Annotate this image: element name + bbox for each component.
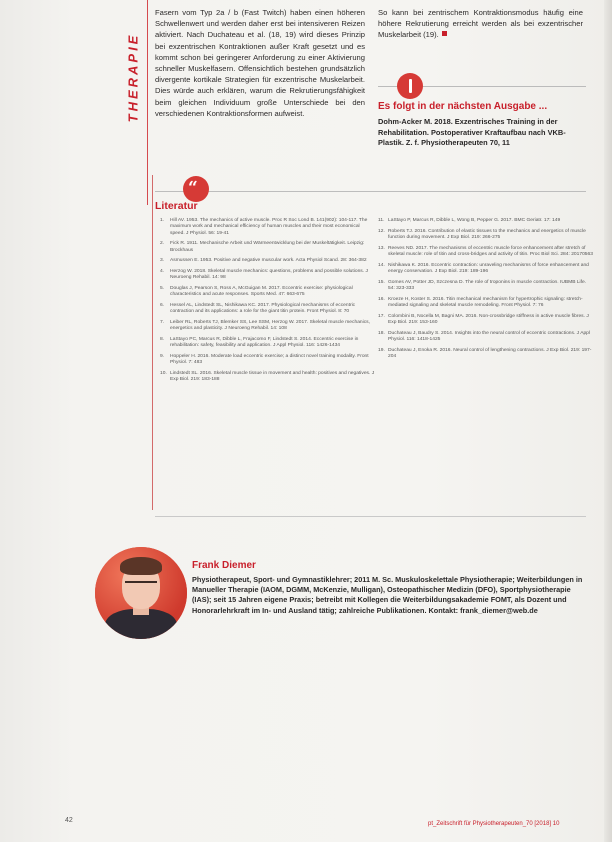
author-photo — [95, 547, 187, 639]
reference-item: 5. Douglas J, Pearson S, Ross A, McGuigan M. 2017. Eccentric exercise: physiological characteristics and acute responses. Sports Med. 47: 663-675 — [160, 286, 353, 298]
author-name: Frank Diemer — [192, 560, 256, 571]
literature-title: Literatur — [155, 200, 198, 212]
reference-item: 19. Duchateau J, Enoka R. 2016. Neural control of lengthening contractions. J Exp Biol. 219: 197-204 — [378, 347, 592, 359]
reference-list-right — [378, 218, 593, 365]
section-label-text: THERAPIE — [125, 32, 141, 123]
reference-item: 16. Kroeze H, Koster S. 2016. Titin mechanical mechanism for hypertrophic signaling: stretch-mediated signaling and skeletal muscle remodeling. Front Physiol. 7: 76 — [378, 296, 583, 308]
section-divider-line — [147, 0, 148, 205]
reference-item: 8. LaStayo PC, Marcus R, Dibble L, Frajacomo F, Lindstedt S. 2014. Eccentric exercise in rehabilitation: safety, feasibility and application. J Appl Physiol. 116: 1426-1434 — [160, 337, 359, 349]
literature-bottom-rule — [155, 516, 586, 517]
reference-list-left — [160, 218, 375, 388]
next-issue-text: Dohm-Acker M. 2018. Exzentrisches Training in der Rehabilitation. Postoperativer Kraftaufbau nach VKB-Plastik. Z. f. Physiotherapeuten 70, 11 — [378, 117, 566, 148]
literature-side-line — [152, 175, 153, 510]
reference-item: 3. Asmussen E. 1953. Positive and negative muscular work. Acta Physiol Scand. 28: 364-382 — [160, 258, 367, 264]
body-column-right — [378, 7, 583, 41]
reference-item: 18. Duchateau J, Baudry S. 2014. Insights into the neural control of eccentric contractions. J Appl Physiol. 116: 1418-1425 — [378, 330, 590, 342]
page-edge-shadow — [604, 0, 612, 842]
reference-item: 7. Leiber RL, Roberts TJ, Blemker SS, Lee SSM, Herzog W. 2017. Skeletal muscle mechanics, energetics and plasticity. J Neuroeng Rehabil. 14: 108 — [160, 320, 370, 332]
literature-top-rule — [155, 191, 586, 192]
reference-item: 10. Lindstedt SL. 2016. Skeletal muscle tissue in movement and health: positives and negatives. J Exp Biol. 219: 183-188 — [160, 371, 375, 383]
reference-item: 9. Hoppeler H. 2016. Moderate load eccentric exercise; a distinct novel training modality. Front Physiol. 7: 483 — [160, 354, 369, 366]
reference-item: 2. Fick R. 1911. Mechanische Arbeit und Wärmeentwicklung bei der Muskeltätigkeit. Leipzig: Brockhaus — [160, 241, 365, 253]
reference-item: 1. Hill AV. 1953. The mechanics of active muscle. Proc R Soc Lond B. 141(902): 104-117. The maximum work and mechanical efficiency of human muscles and their most economical speed. J Physiol. 56: 19-41 — [160, 218, 368, 236]
journal-footer: pt_Zeitschrift für Physiotherapeuten_70 [2018] 10 — [428, 821, 560, 827]
body-text-left: Fasern vom Typ 2a / b (Fast Twitch) haben einen höheren Schwellenwert und werden daher erst bei intensiveren Reizen aktiviert. Nach Duchateau et al. (18, 19) wird dieses Prinzip bei exzentrischen Kontraktionen außer Kraft gesetzt und es kommt schon bei geringerer Anforderung zu einer Aktivierung schneller Muskelfasern. Offensichtlich bestehen grundsätzlich divergente kortikale Strategien für exzentrische Muskelarbeit. Dies würde auch erklären, warum die Rekrutierungsfähigkeit beim gleichen Individuum große Unterschiede bei den verschiedenen Kontraktionsformen aufweist. — [155, 8, 365, 118]
reference-item: 11. LaStayo P, Marcus R, Dibble L, Wong B, Pepper G. 2017. BMC Geriatr. 17: 149 — [378, 218, 561, 223]
page-number: 42 — [65, 817, 73, 824]
next-issue-heading: Es folgt in der nächsten Ausgabe ... — [378, 101, 548, 112]
body-column-left — [155, 7, 365, 119]
reference-item: 15. Gomes AV, Potter JD, Szczesna D. The role of troponins in muscle contraction. IUBMB Life. 54: 323-333 — [378, 279, 587, 291]
reference-item: 13. Reeves ND. 2017. The mechanisms of eccentric muscle force enhancement after stretch of skeletal muscle: role of titin and cross-bridges and activity of titin. Proc Biol Sci. 284: 20170563 — [378, 245, 593, 257]
reference-item: 4. Herzog W. 2018. Skeletal muscle mechanics: questions, problems and possible solutions. J Neuroeng Rehabil. 14: 98 — [160, 269, 368, 281]
reference-item: 12. Roberts TJ. 2016. Contribution of elastic tissues to the mechanics and energetics of muscle function during movement. J Exp Biol. 219: 266-275 — [378, 228, 586, 240]
body-text-right: So kann bei zentrischem Kontraktionsmodus häufig eine höhere Rekrutierung erreicht werden als bei exzentrischer Muskelarbeit (19). — [378, 8, 583, 40]
reference-item: 6. Hessel AL, Lindstedt SL, Nishikawa KC. 2017. Physiological mechanisms of eccentric contraction and its applications: a role for the giant titin protein. Front Physiol. 8: 70 — [160, 303, 356, 315]
reference-item: 14. Nishikawa K. 2016. Eccentric contraction: unraveling mechanisms of force enhancement and energy conservation. J Exp Biol. 219: 189-196 — [378, 262, 589, 274]
reference-item: 17. Colombini B, Nocella M, Bagni MA. 2016. Non-crossbridge stiffness in active muscle fibres. J Exp Biol. 219: 153-160 — [378, 313, 589, 325]
end-mark-icon — [442, 31, 447, 36]
quote-glyph: “ — [188, 178, 198, 198]
section-label — [122, 20, 142, 140]
info-icon — [397, 73, 423, 99]
author-bio: Physiotherapeut, Sport- und Gymnastiklehrer; 2011 M. Sc. Muskuloskelettale Physiotherapie; Weiterbildungen in Manueller Therapie (IAOM, DGMM, McKenzie, Mulligan), Osteopathischer Medizin (DFO), Sportphysiotherapie (IAS); seit 15 Jahren eigene Praxis; betreibt mit Kollegen die Weiterbildungsakademie FOMT, als Dozent und Honorarlehrkraft im In- und Ausland tätig; zahlreiche Publikationen. Kontakt: frank_diemer@web.de — [192, 575, 583, 615]
